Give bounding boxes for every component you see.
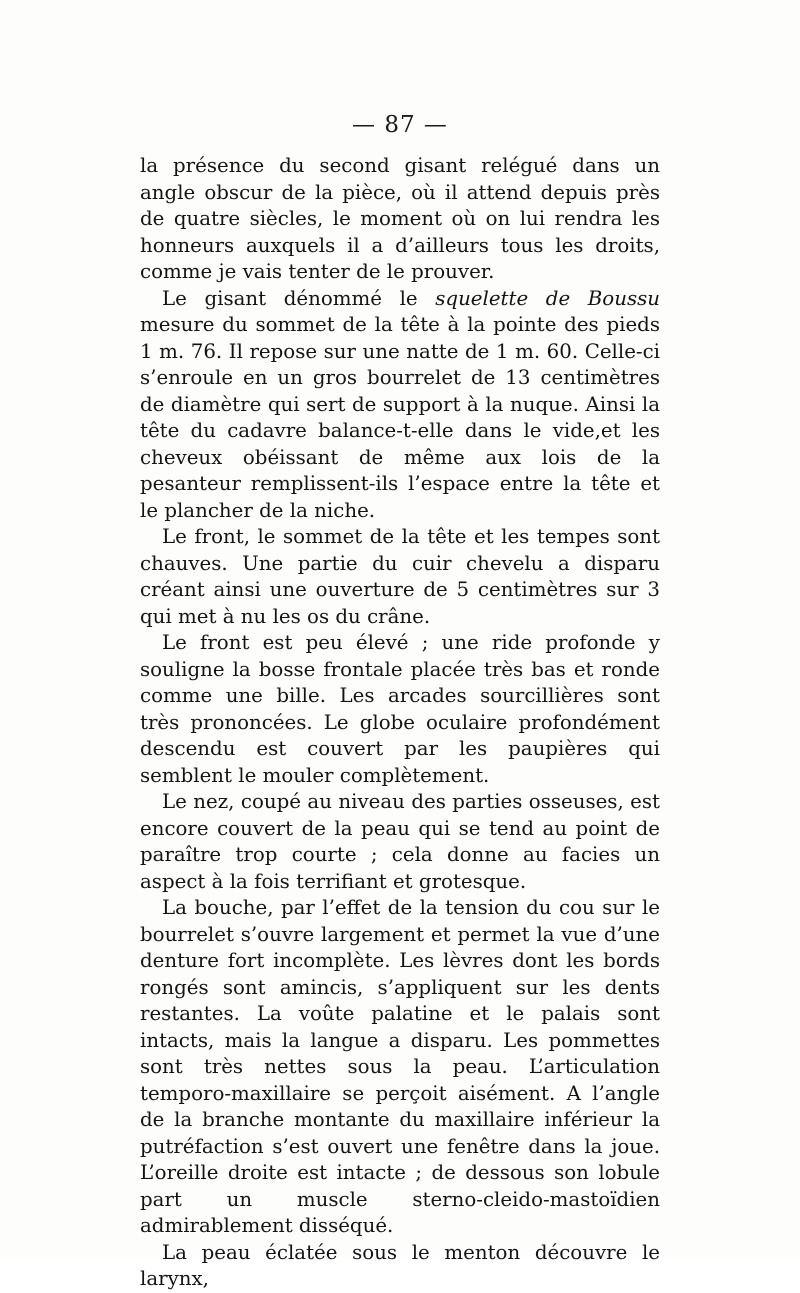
paragraph-1: la présence du second gisant relégué dans un angle obscur de la pièce, où il attend depuis près de quatre siècles, le moment où on lui rendra les honneurs auxquels il a d’ailleurs tous les droits, comme je vais tenter de le prouver. (140, 154, 660, 283)
paragraph-6: La bouche, par l’effet de la tension du cou sur le bourrelet s’ouvre largement et permet la vue d’une denture fort incomplète. Les lèvres dont les bords rongés sont amincis, s’appliquent sur les dents restantes. La voûte palatine et le palais sont intacts, mais la langue a disparu. Les pommettes sont très nettes sous la peau. L’articulation temporo-maxillaire se perçoit aisément. A l’angle de la branche montante du maxillaire inférieur la putréfaction s’est ouvert une fenêtre dans la joue. L’oreille droite est intacte ; de dessous son lobule part un muscle sterno-cleido-mastoïdien admirablement disséqué. (140, 896, 660, 1237)
paragraph-5: Le nez, coupé au niveau des parties osseuses, est encore couvert de la peau qui se tend au point de paraître trop courte ; cela donne au facies un aspect à la fois terrifiant et grotesque. (140, 790, 660, 893)
paragraph-2 (140, 286, 660, 525)
paragraph-2-start: Le gisant dénommé le (162, 286, 436, 310)
page-number: — 87 — (352, 112, 448, 138)
paragraph-2-rest: mesure du sommet de la tête à la pointe des pieds 1 m. 76. Il repose sur une natte de 1 m. 60. Celle-ci s’enroule en un gros bourrelet de 13 centimètres de diamètre qui sert de support à la nuque. Ainsi la tête du cadavre balance-t-elle dans le vide,et les cheveux obéissant de même aux lois de la pesanteur remplissent-ils l’espace entre la tête et le plancher de la niche. (140, 313, 660, 522)
paragraph-4: Le front est peu élevé ; une ride profonde y souligne la bosse frontale placée très bas et ronde comme une bille. Les arcades sourcillières sont très prononcées. Le globe oculaire profondément descendu est couvert par les paupières qui semblent le mouler complètement. (140, 631, 660, 787)
paragraph-2-italic-title: squelette de Boussu (435, 286, 660, 310)
paragraph-7: La peau éclatée sous le menton découvre le larynx, (140, 1240, 660, 1290)
paragraph-3: Le front, le sommet de la tête et les tempes sont chauves. Une partie du cuir chevelu a disparu créant ainsi une ouverture de 5 centimètres sur 3 qui met à nu les os du crâne. (140, 525, 660, 628)
body-text (140, 153, 660, 1293)
